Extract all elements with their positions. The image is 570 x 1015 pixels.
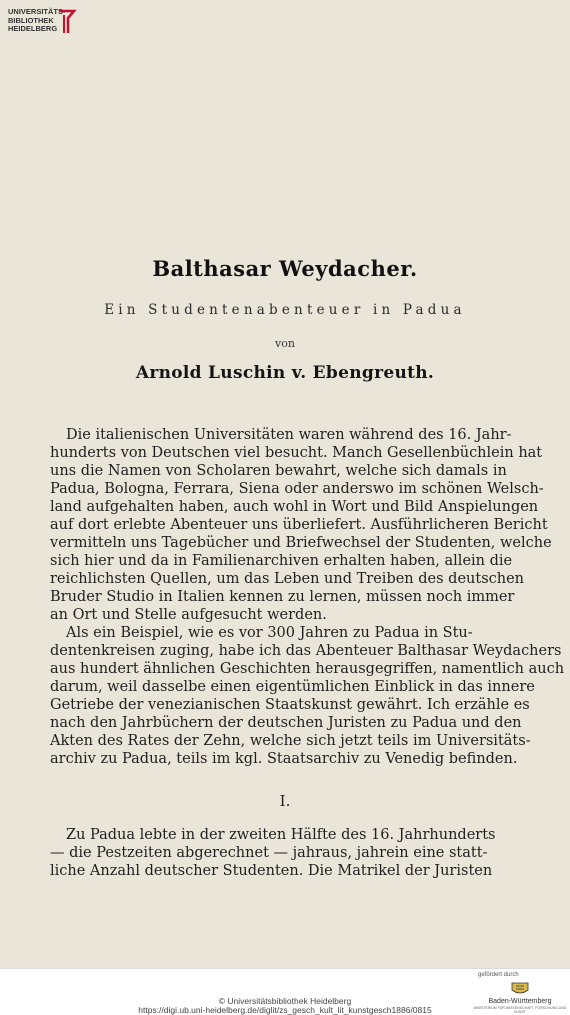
author-name: Arnold Luschin v. Ebengreuth. — [135, 363, 435, 383]
article-title: Balthasar Weydacher. — [152, 256, 418, 281]
paragraph1-line: hunderts von Deutschen viel besucht. Manch Gesellenbüchlein hat — [50, 445, 543, 461]
paragraph1-line: sich hier und da in Familienarchiven erhalten haben, allein die — [50, 553, 513, 569]
paragraph2-line: dentenkreisen zuging, habe ich das Abenteuer Balthasar Weydachers — [50, 643, 562, 659]
paragraph2-line: aus hundert ähnlichen Geschichten herausgegriffen, namentlich auch — [50, 661, 565, 677]
baden-wuerttemberg-crest-icon[interactable] — [500, 981, 540, 997]
funder-name: Baden-Württemberg — [488, 998, 552, 1005]
paragraph1-line: Padua, Bologna, Ferrara, Siena oder anderswo im schönen Welsch- — [50, 481, 544, 497]
paragraph2-line: archiv zu Padua, teils im kgl. Staatsarchiv zu Venedig befinden. — [50, 751, 518, 767]
paragraph2-line: nach den Jahrbüchern der deutschen Juristen zu Padua und den — [50, 715, 522, 731]
paragraph3-line: Zu Padua lebte in der zweiten Hälfte des 16. Jahrhunderts — [66, 827, 496, 843]
paragraph2-line: Akten des Rates der Zehn, welche sich jetzt teils im Universitäts- — [50, 733, 531, 749]
paragraph2-line: Getriebe der venezianischen Staatskunst gewährt. Ich erzähle es — [50, 697, 530, 713]
paragraph1-line: land aufgehalten haben, auch wohl in Wort und Bild Anspielungen — [50, 499, 539, 515]
library-name-line1: UNIVERSITÄTS- — [8, 7, 66, 16]
library-name-line3: HEIDELBERG — [8, 24, 58, 33]
copyright-notice: © Universitätsbibliothek Heidelberg — [218, 996, 352, 1006]
paragraph1-line: uns die Namen von Scholaren bewahrt, welche sich damals in — [50, 463, 507, 479]
source-url[interactable]: https://digi.ub.uni-heidelberg.de/diglit/zs_gesch_kult_lit_kunstgesch1886/0815 — [138, 1005, 432, 1015]
paragraph1-line: Bruder Studio in Italien kennen zu lernen, müssen noch immer — [50, 589, 515, 605]
article-subtitle: Ein Studentenabenteuer in Padua — [104, 302, 466, 318]
paragraph3-line: — die Pestzeiten abgerechnet — jahraus, jahrein eine statt- — [50, 845, 488, 861]
paragraph2-line: darum, weil dasselbe einen eigentümlichen Einblick in das innere — [50, 679, 535, 695]
paragraph3-line: liche Anzahl deutscher Studenten. Die Matrikel der Juristen — [50, 863, 493, 879]
paragraph1-line: auf dort erlebte Abenteuer uns überliefert. Ausführlicheren Bericht — [50, 517, 548, 533]
byline-von: von — [275, 337, 295, 350]
paragraph1-line: vermitteln uns Tagebücher und Briefwechsel der Studenten, welche — [50, 535, 552, 551]
paragraph2-line: Als ein Beispiel, wie es vor 300 Jahren zu Padua in Stu- — [66, 625, 473, 641]
funded-by-label: gefördert durch — [478, 972, 519, 978]
paragraph1-line: Die italienischen Universitäten waren während des 16. Jahr- — [66, 427, 512, 443]
paragraph1-line: reichlichsten Quellen, um das Leben und Treiben des deutschen — [50, 571, 525, 587]
funder-subtitle: MINISTERIUM FÜR WISSENSCHAFT, FORSCHUNG UND KUNST — [473, 1006, 567, 1014]
library-logo-icon — [56, 9, 80, 35]
section-number: I. — [279, 792, 291, 810]
library-name-line2: BIBLIOTHEK — [8, 15, 54, 25]
paragraph1-line: an Ort und Stelle aufgesucht werden. — [50, 607, 327, 623]
